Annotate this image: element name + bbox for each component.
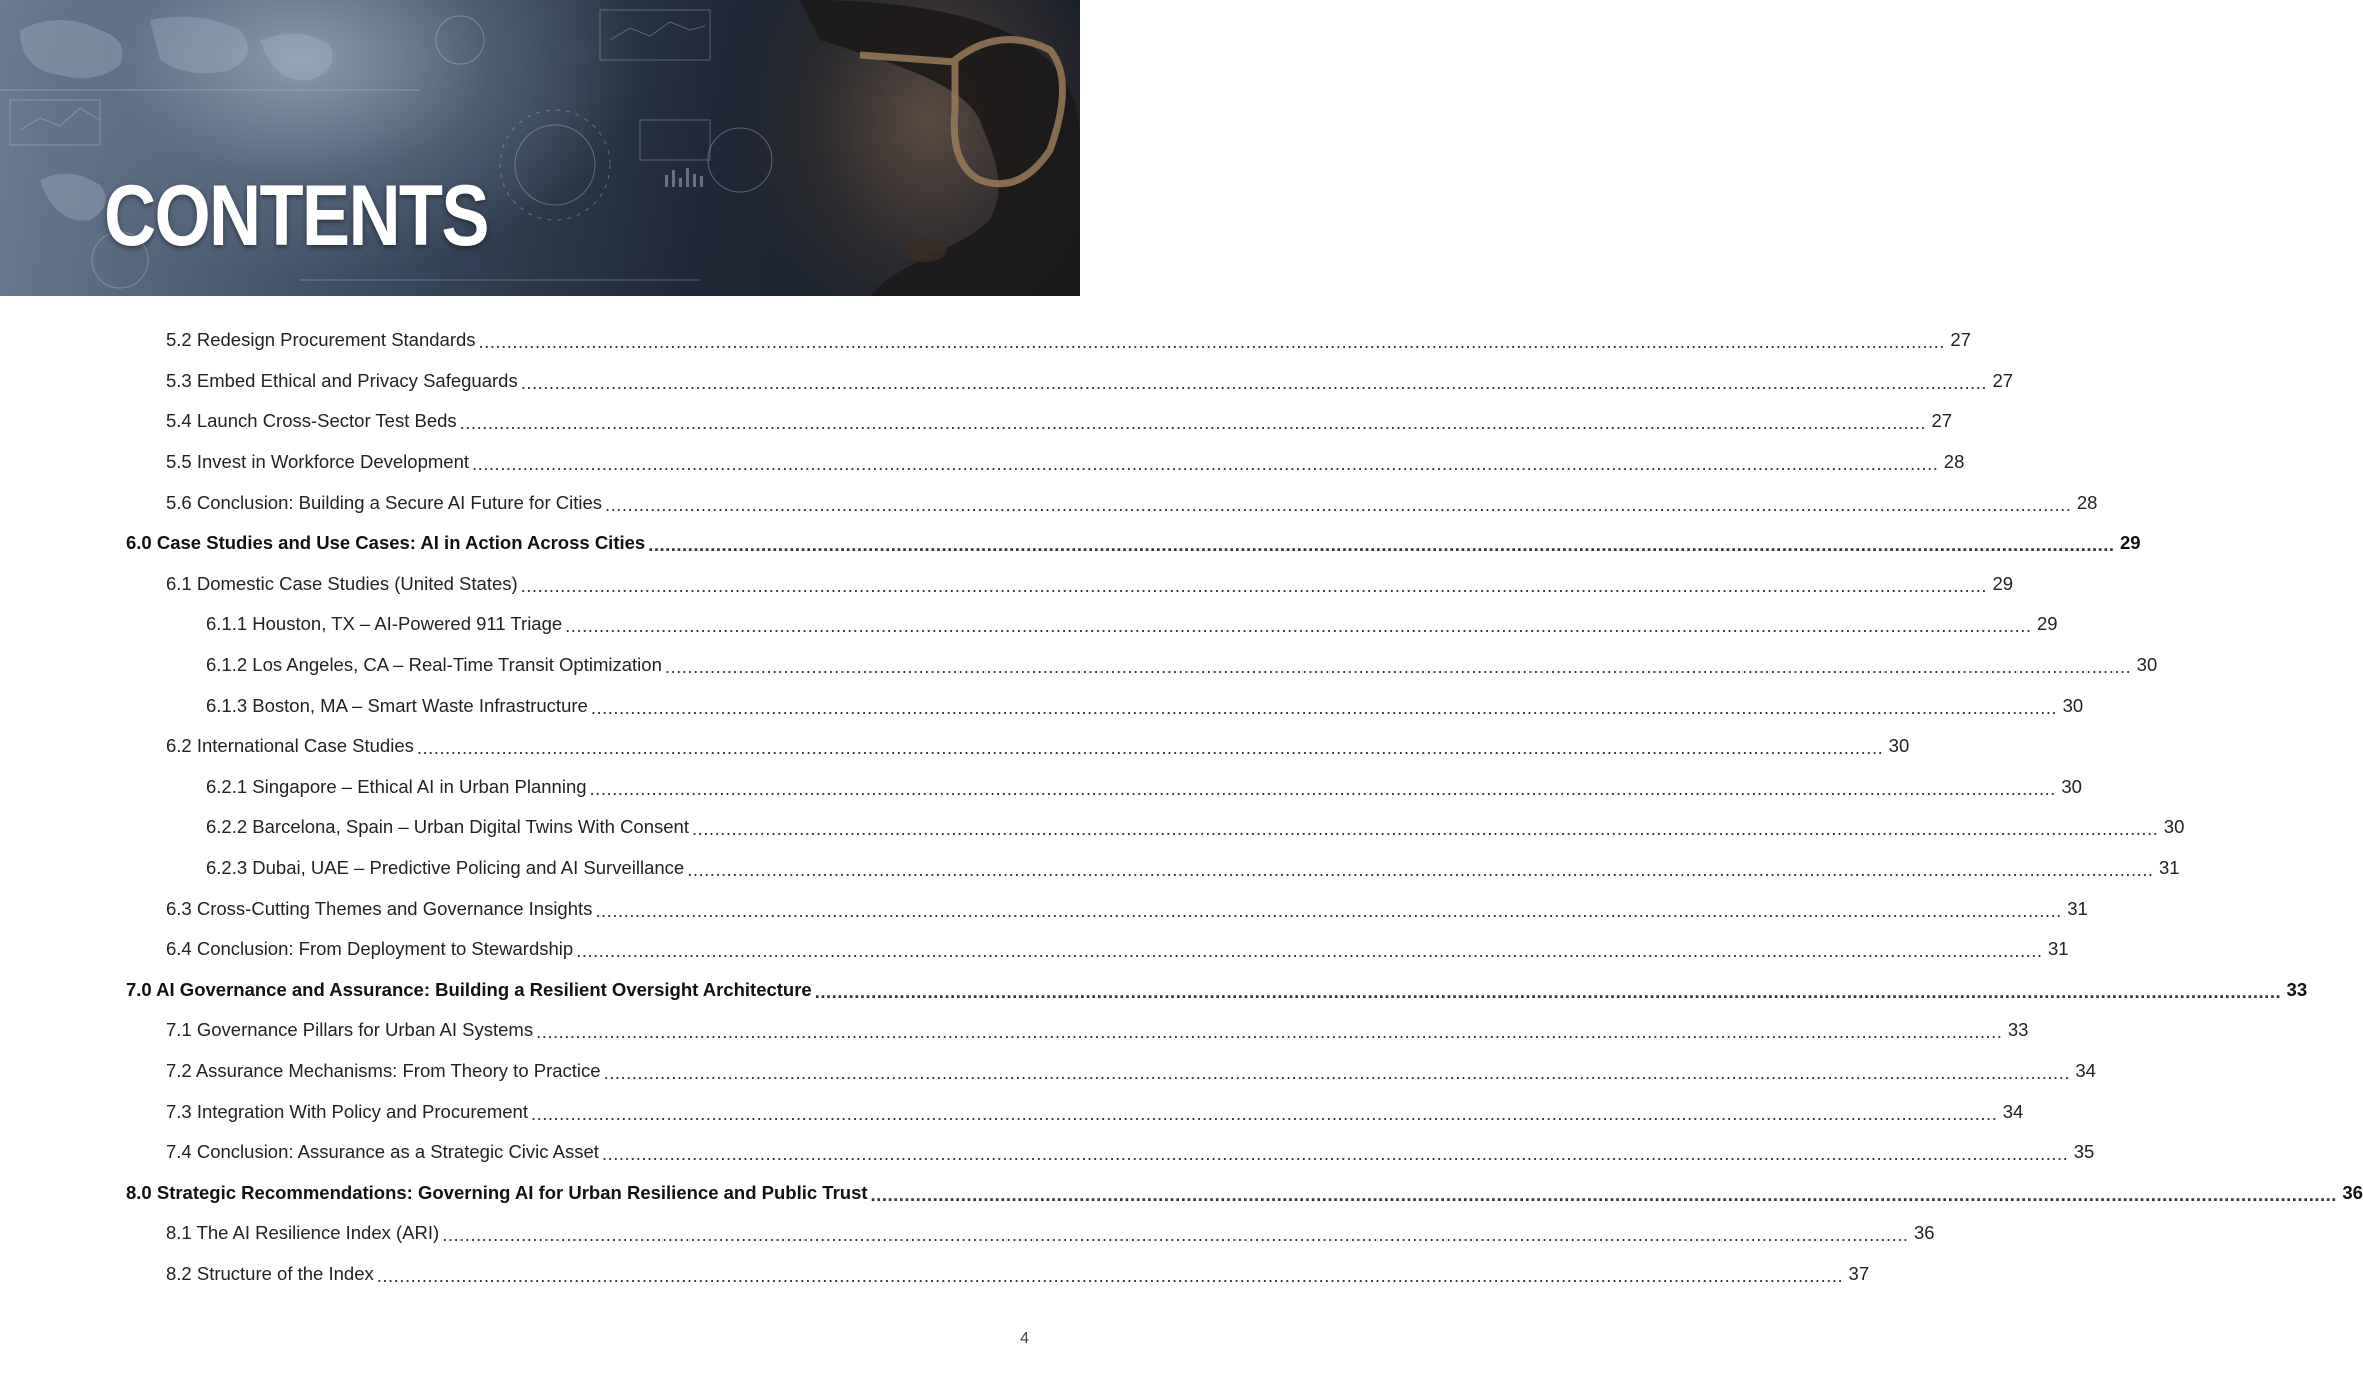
dot-leader: .................................................................................................................................................................................................................................................................... [601, 1143, 2069, 1165]
dot-leader: .................................................................................................................................................................................................................................................................... [870, 1183, 2337, 1205]
header-banner [0, 0, 1080, 296]
dot-leader: .................................................................................................................................................................................................................................................................... [648, 534, 2115, 556]
page-number: 4 [1020, 1330, 1029, 1347]
dot-leader: .................................................................................................................................................................................................................................................................... [442, 1224, 1909, 1246]
toc-entry[interactable] [0, 1051, 2096, 1092]
toc-entry-title: 7.4 Conclusion: Assurance as a Strategic Civic Asset [166, 1141, 599, 1163]
toc-entry-page: 27 [1992, 369, 2014, 391]
dot-leader: .................................................................................................................................................................................................................................................................... [576, 940, 2043, 962]
toc-entry[interactable] [0, 320, 1971, 361]
dot-leader: .................................................................................................................................................................................................................................................................... [687, 859, 2154, 881]
dot-leader: .................................................................................................................................................................................................................................................................... [536, 1021, 2003, 1043]
toc-entry-page: 36 [1913, 1222, 1935, 1244]
dot-leader: .................................................................................................................................................................................................................................................................... [459, 412, 1927, 434]
dot-leader: .................................................................................................................................................................................................................................................................... [595, 899, 2062, 921]
dot-leader: .................................................................................................................................................................................................................................................................... [603, 1061, 2070, 1083]
dot-leader: .................................................................................................................................................................................................................................................................... [478, 331, 1945, 353]
dot-leader: .................................................................................................................................................................................................................................................................... [565, 615, 2032, 637]
toc-entry[interactable] [0, 401, 1953, 442]
dot-leader: .................................................................................................................................................................................................................................................................... [530, 1102, 1998, 1124]
toc-entry-page: 37 [1848, 1262, 1870, 1284]
dot-leader: .................................................................................................................................................................................................................................................................... [664, 656, 2132, 678]
toc-entry-page: 36 [2342, 1181, 2363, 1203]
toc-entry[interactable] [0, 970, 2308, 1011]
toc-entry-page: 29 [1992, 572, 2014, 594]
toc-entry-title: 8.2 Structure of the Index [166, 1262, 374, 1284]
toc-entry[interactable] [0, 685, 2084, 726]
toc-entry-page: 30 [1888, 735, 1910, 757]
toc-entry-page: 30 [2062, 694, 2084, 716]
toc-entry-title: 8.0 Strategic Recommendations: Governing AI for Urban Resilience and Public Trust [126, 1181, 868, 1203]
toc-entry-title: 7.3 Integration With Policy and Procurement [166, 1100, 528, 1122]
toc-entry-page: 29 [2120, 532, 2141, 554]
toc-entry[interactable] [0, 1010, 2029, 1051]
toc-entry-title: 5.2 Redesign Procurement Standards [166, 329, 476, 351]
toc-entry-title: 7.0 AI Governance and Assurance: Building a Resilient Oversight Architecture [126, 978, 812, 1000]
toc-entry-title: 6.2.1 Singapore – Ethical AI in Urban Planning [206, 775, 587, 797]
dot-leader: .................................................................................................................................................................................................................................................................... [472, 453, 1939, 475]
toc-entry[interactable] [0, 482, 2098, 523]
toc-entry-title: 5.6 Conclusion: Building a Secure AI Future for Cities [166, 491, 603, 513]
toc-entry-title: 6.1.1 Houston, TX – AI-Powered 911 Triage [206, 613, 563, 635]
toc-entry-page: 30 [2136, 654, 2158, 676]
toc-entry-title: 6.3 Cross-Cutting Themes and Governance Insights [166, 897, 593, 919]
toc-entry-title: 6.2.2 Barcelona, Spain – Urban Digital Twins With Consent [206, 816, 689, 838]
toc-entry[interactable] [0, 1172, 2363, 1213]
toc-entry-page: 34 [2002, 1100, 2024, 1122]
dot-leader: .................................................................................................................................................................................................................................................................... [590, 696, 2058, 718]
toc-entry[interactable] [0, 604, 2058, 645]
toc-entry-page: 27 [1950, 329, 1971, 351]
dot-leader: .................................................................................................................................................................................................................................................................... [376, 1264, 1844, 1286]
toc-entry-title: 6.2 International Case Studies [166, 735, 414, 757]
toc-entry[interactable] [0, 1254, 1870, 1295]
toc-entry[interactable] [0, 848, 2180, 889]
table-of-contents [0, 320, 2363, 1294]
toc-entry-title: 8.1 The AI Resilience Index (ARI) [166, 1222, 440, 1244]
toc-entry-title: 5.5 Invest in Workforce Development [166, 451, 469, 473]
toc-entry-page: 28 [1943, 451, 1965, 473]
toc-entry[interactable] [0, 523, 2141, 564]
toc-entry[interactable] [0, 361, 2014, 402]
toc-entry-page: 34 [2075, 1059, 2096, 1081]
toc-entry[interactable] [0, 888, 2088, 929]
toc-entry[interactable] [0, 1091, 2024, 1132]
toc-entry-page: 33 [2007, 1019, 2029, 1041]
toc-entry-page: 35 [2073, 1141, 2095, 1163]
toc-entry[interactable] [0, 442, 1965, 483]
toc-entry-page: 30 [2061, 775, 2082, 797]
toc-entry-page: 29 [2036, 613, 2058, 635]
toc-entry-page: 27 [1931, 410, 1953, 432]
toc-entry-page: 31 [2158, 857, 2180, 879]
toc-entry-title: 5.4 Launch Cross-Sector Test Beds [166, 410, 457, 432]
toc-entry[interactable] [0, 1132, 2095, 1173]
page-title: CONTENTS [104, 168, 488, 264]
dot-leader: .................................................................................................................................................................................................................................................................... [814, 980, 2282, 1002]
toc-entry-title: 6.0 Case Studies and Use Cases: AI in Action Across Cities [126, 532, 646, 554]
toc-entry-title: 6.1.3 Boston, MA – Smart Waste Infrastructure [206, 694, 588, 716]
toc-entry[interactable] [0, 929, 2069, 970]
dot-leader: .................................................................................................................................................................................................................................................................... [589, 777, 2056, 799]
toc-entry[interactable] [0, 1213, 1935, 1254]
toc-entry-page: 31 [2048, 938, 2069, 960]
dot-leader: .................................................................................................................................................................................................................................................................... [520, 574, 1988, 596]
toc-entry-title: 7.2 Assurance Mechanisms: From Theory to Practice [166, 1059, 601, 1081]
dot-leader: .................................................................................................................................................................................................................................................................... [520, 371, 1988, 393]
toc-entry-title: 7.1 Governance Pillars for Urban AI Systems [166, 1019, 534, 1041]
toc-entry-title: 6.1 Domestic Case Studies (United States) [166, 572, 518, 594]
toc-entry[interactable] [0, 726, 1910, 767]
toc-entry[interactable] [0, 807, 2185, 848]
toc-entry-page: 31 [2067, 897, 2088, 919]
toc-entry-title: 6.2.3 Dubai, UAE – Predictive Policing and AI Surveillance [206, 857, 685, 879]
toc-entry-title: 5.3 Embed Ethical and Privacy Safeguards [166, 369, 518, 391]
toc-entry[interactable] [0, 767, 2082, 808]
toc-entry[interactable] [0, 645, 2158, 686]
dot-leader: .................................................................................................................................................................................................................................................................... [605, 493, 2072, 515]
toc-entry-page: 33 [2286, 978, 2308, 1000]
toc-entry-title: 6.1.2 Los Angeles, CA – Real-Time Transit Optimization [206, 654, 662, 676]
toc-entry-page: 30 [2163, 816, 2185, 838]
toc-entry-title: 6.4 Conclusion: From Deployment to Stewardship [166, 938, 574, 960]
toc-entry-page: 28 [2076, 491, 2098, 513]
dot-leader: .................................................................................................................................................................................................................................................................... [416, 737, 1884, 759]
toc-entry[interactable] [0, 564, 2014, 605]
dot-leader: .................................................................................................................................................................................................................................................................... [691, 818, 2159, 840]
